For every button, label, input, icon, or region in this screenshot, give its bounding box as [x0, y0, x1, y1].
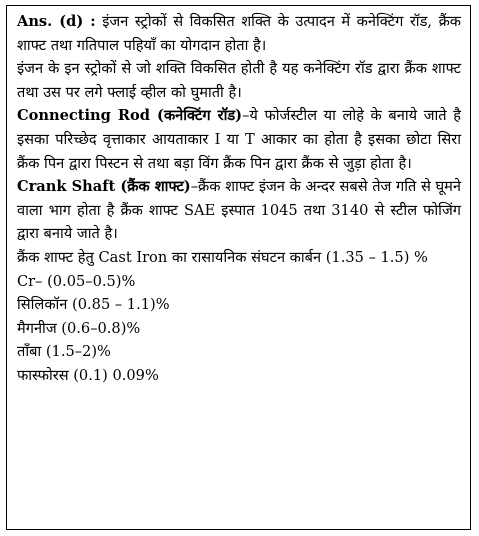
composition-item-manganese: मैगनीज (0.6–0.8)%	[17, 319, 141, 337]
composition-item-copper: ताँबा (1.5–2)%	[17, 343, 111, 361]
composition-intro: क्रैंक शाफ्ट हेतु Cast Iron का रासायनिक संघटन कार्बन (1.35 – 1.5) %	[17, 248, 428, 266]
stroke-paragraph: इंजन के इन स्ट्रोकों से जो शक्ति विकसित होती है यह कनेक्टिंग रॉड द्वारा क्रैंक शाफ्ट तथा उस पर लगे फ्लाई व्हील को घुमाती है।	[17, 60, 461, 101]
crank-shaft-text: –क्रैंक शाफ्ट इंजन के अन्दर सबसे तेज गति से घूमने वाला भाग होता है क्रैंक शाफ्ट SAE इस्पात 1045 तथा 3140 से स्टील फोजिंग द्वारा बनाये जाते है।	[17, 178, 461, 243]
composition-item-chromium: Cr– (0.05–0.5)%	[17, 272, 136, 290]
composition-item-silicon: सिलिकॉन (0.85 – 1.1)%	[17, 296, 170, 314]
composition-item-phosphorus: फास्फोरस (0.1) 0.09%	[17, 366, 159, 384]
connecting-rod-text: –ये फोर्जस्टील या लोहे के बनाये जाते है इसका परिच्छेद वृत्ताकार आयताकार I या T आकार का होता है इसका छोटा सिरा क्रैंक पिन द्वारा पिस्टन से तथा बड़ा विंग क्रैंक पिन द्वारा क्रैंक से जुड़ा होता है।	[17, 107, 461, 172]
crank-shaft-heading: Crank Shaft (क्रैंक शाफ्ट)	[17, 178, 191, 196]
connecting-rod-paragraph	[17, 104, 461, 175]
crank-shaft-paragraph	[17, 175, 461, 246]
answer-box	[6, 5, 471, 530]
answer-label: Ans. (d) :	[17, 13, 96, 30]
connecting-rod-heading: Connecting Rod (कनेक्टिंग रॉड)	[17, 107, 243, 125]
answer-paragraph	[17, 10, 461, 57]
answer-text: इंजन स्ट्रोकों से विकसित शक्ति के उत्पादन में कनेक्टिंग रॉड, क्रैंक शाफ्ट तथा गतिपाल पहियाँ का योगदान होता है।	[17, 13, 462, 54]
